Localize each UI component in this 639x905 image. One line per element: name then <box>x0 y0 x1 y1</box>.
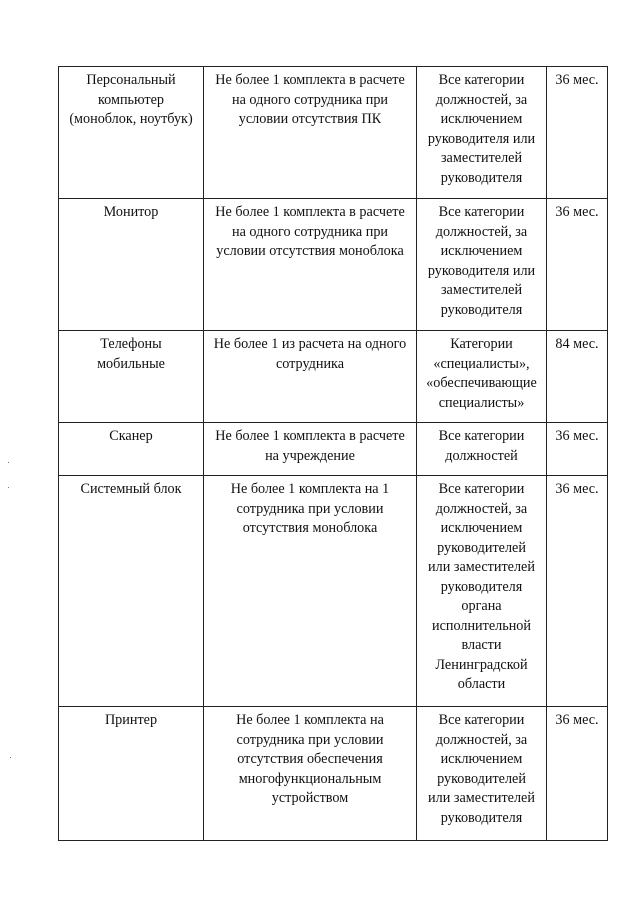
quantity-norm-cell: Не более 1 комплекта в расчете на одного сотрудника при условии отсутствия моноблока <box>204 199 417 331</box>
item-name-cell: Телефоны мобильные <box>59 331 204 423</box>
usage-term-cell: 36 мес. <box>547 423 608 476</box>
usage-term-cell: 36 мес. <box>547 199 608 331</box>
table-row <box>59 476 608 707</box>
position-category-cell: Категории «специалисты», «обеспечивающие специалисты» <box>417 331 547 423</box>
item-name-cell: Принтер <box>59 707 204 841</box>
table-row <box>59 199 608 331</box>
table-row <box>59 67 608 199</box>
scan-speck <box>8 487 9 488</box>
usage-term-cell: 36 мес. <box>547 476 608 707</box>
table-row <box>59 423 608 476</box>
quantity-norm-cell: Не более 1 комплекта в расчете на одного сотрудника при условии отсутствия ПК <box>204 67 417 199</box>
scan-speck <box>10 757 11 758</box>
quantity-norm-cell: Не более 1 комплекта на 1 сотрудника при условии отсутствия моноблока <box>204 476 417 707</box>
usage-term-cell: 36 мес. <box>547 707 608 841</box>
position-category-cell: Все категории должностей, за исключением руководителей или заместителей руководителя органа исполнительной власти Ленинградской области <box>417 476 547 707</box>
item-name-cell: Персональный компьютер (моноблок, ноутбук) <box>59 67 204 199</box>
item-name-cell: Монитор <box>59 199 204 331</box>
equipment-norms-table <box>58 66 608 841</box>
position-category-cell: Все категории должностей <box>417 423 547 476</box>
scan-speck <box>8 462 9 463</box>
usage-term-cell: 36 мес. <box>547 67 608 199</box>
usage-term-cell: 84 мес. <box>547 331 608 423</box>
table-row <box>59 331 608 423</box>
position-category-cell: Все категории должностей, за исключением руководителей или заместителей руководителя <box>417 707 547 841</box>
item-name-cell: Системный блок <box>59 476 204 707</box>
item-name-cell: Сканер <box>59 423 204 476</box>
table-row <box>59 707 608 841</box>
quantity-norm-cell: Не более 1 комплекта на сотрудника при условии отсутствия обеспечения многофункциональным устройством <box>204 707 417 841</box>
quantity-norm-cell: Не более 1 из расчета на одного сотрудника <box>204 331 417 423</box>
position-category-cell: Все категории должностей, за исключением руководителя или заместителей руководителя <box>417 67 547 199</box>
quantity-norm-cell: Не более 1 комплекта в расчете на учреждение <box>204 423 417 476</box>
position-category-cell: Все категории должностей, за исключением руководителя или заместителей руководителя <box>417 199 547 331</box>
